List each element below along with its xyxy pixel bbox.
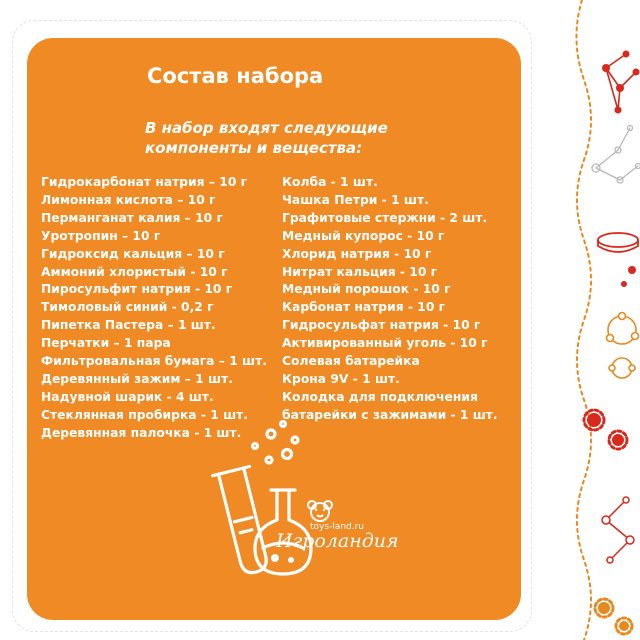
intro-line-2: компоненты и вещества: — [145, 139, 363, 157]
list-item: Лимонная кислота – 10 г — [41, 192, 216, 207]
components-list-left — [41, 174, 267, 443]
list-item: Солевая батарейка — [282, 354, 420, 369]
list-item: Активированный уголь - 10 г — [282, 336, 488, 351]
watermark — [268, 498, 399, 566]
card-title: Состав набора — [147, 64, 324, 88]
list-item: Медный порошок - 10 г — [282, 282, 451, 297]
list-item: Чашка Петри - 1 шт. — [282, 192, 429, 207]
list-item: Перманганат калия – 10 г — [41, 210, 223, 225]
watermark-url: toys-land.ru — [310, 522, 364, 532]
list-item: Колба - 1 шт. — [282, 175, 378, 189]
list-item: Гидроксид кальция – 10 г — [41, 246, 225, 261]
list-item: Пипетка Пастера – 1 шт. — [41, 318, 216, 333]
list-item: Уротропин – 10 г — [41, 228, 161, 243]
list-item: Пиросульфит натрия - 10 г — [41, 282, 233, 297]
list-item: Карбонат натрия - 10 г — [282, 300, 446, 315]
list-item: Графитовые стержни - 2 шт. — [282, 210, 488, 225]
list-item: Аммоний хлористый - 10 г — [41, 264, 228, 279]
list-item: Медный купорос - 10 г — [282, 228, 445, 243]
list-item: Фильтровальная бумага – 1 шт. — [41, 354, 267, 369]
list-item: Колодка для подключения — [282, 389, 478, 404]
card-intro — [145, 118, 388, 158]
list-item: Деревянная палочка - 1 шт. — [41, 425, 242, 440]
list-item: Нитрат кальция - 10 г — [282, 264, 438, 279]
intro-line-1: В набор входят следующие — [145, 119, 388, 137]
list-item: Хлорид натрия - 10 г — [282, 246, 432, 261]
list-item: Крона 9V - 1 шт. — [282, 371, 400, 386]
list-item: батарейки с зажимами - 1 шт. — [282, 407, 498, 422]
list-item: Деревянный зажим – 1 шт. — [41, 371, 233, 386]
list-item: Надувной шарик - 4 шт. — [41, 389, 214, 404]
list-item: Перчатки – 1 пара — [41, 336, 171, 351]
components-list-right — [282, 174, 498, 425]
list-item: Тимоловый синий - 0,2 г — [41, 300, 214, 315]
list-item: Гидросульфат натрия - 10 г — [282, 318, 481, 333]
molecule-doodles — [560, 0, 640, 640]
list-item: Гидрокарбонат натрия – 10 г — [41, 175, 248, 189]
watermark-brand: Игроландия — [276, 530, 399, 552]
list-item: Стеклянная пробирка - 1 шт. — [41, 407, 248, 422]
